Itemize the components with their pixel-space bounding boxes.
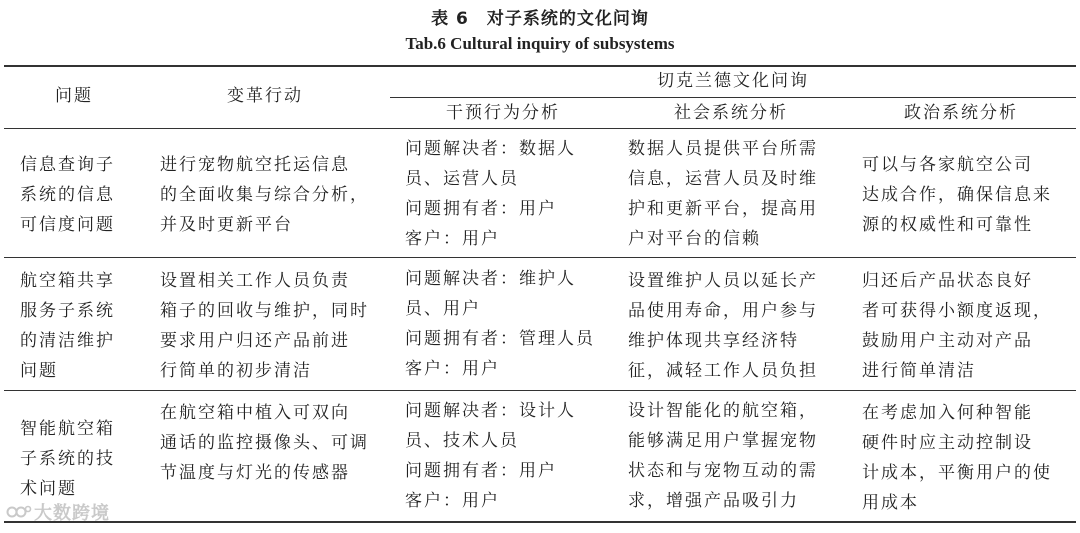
logo-icon [6,502,32,522]
row-2-action-line-1: 设置相关工作人员负责 [160,271,350,291]
row-3-problem-line-2: 子系统的技 [20,449,115,469]
row-2-problem-line-3: 的清洁维护 [20,331,115,351]
row-3-problem-line-1: 智能航空箱 [20,419,115,439]
row-2-social-line-3: 维护体现共享经济特 [628,331,799,351]
row-2-action-line-3: 要求用户归还产品前进 [160,331,350,351]
row-2-political-line-1: 归还后产品状态良好 [862,271,1033,291]
row-3-problem [20,414,115,504]
row-3-political-line-4: 用成本 [862,493,919,513]
row-3-social-line-2: 能够满足用户掌握宠物 [628,431,818,451]
row-3-intervention-line-3: 问题拥有者：用户 [405,461,557,481]
row-2-problem-line-4: 问题 [20,361,58,381]
row-2-action-line-2: 箱子的回收与维护，同时 [160,301,369,321]
row-1-action-line-1: 进行宠物航空托运信息 [160,155,350,175]
row-2-action-line-4: 行简单的初步清洁 [160,361,312,381]
header-cultural-inquiry: 切克兰德文化问询 [657,71,809,91]
watermark-text: 大数跨境 [34,503,110,524]
header-rule [4,128,1076,129]
row-3-action-line-1: 在航空箱中植入可双向 [160,403,350,423]
row-2-political-line-3: 鼓励用户主动对产品 [862,331,1033,351]
row-3-political [862,398,1052,518]
row-1-intervention-line-3: 问题拥有者：用户 [405,199,557,219]
row-1-problem [20,150,115,240]
row-3-social-line-1: 设计智能化的航空箱， [628,401,818,421]
row-3-intervention [405,396,576,516]
row-3-intervention-line-4: 客户：用户 [405,491,500,511]
row-3-social [628,396,818,516]
row-2-action [160,266,369,386]
row-2-problem-line-1: 航空箱共享 [20,271,115,291]
row-1-political-line-2: 达成合作，确保信息来 [862,185,1052,205]
header-action: 变革行动 [227,86,303,106]
row-2-intervention [405,264,595,384]
row-3-action-line-2: 通话的监控摄像头、可调 [160,433,369,453]
row-1-social-line-1: 数据人员提供平台所需 [628,139,818,159]
row-3-political-line-2: 硬件时应主动控制设 [862,433,1033,453]
row-2-social-line-1: 设置维护人员以延长产 [628,271,818,291]
row-2-problem-line-2: 服务子系统 [20,301,115,321]
row-1-intervention-line-1: 问题解决者：数据人 [405,139,576,159]
table-caption-cn: 表 6 对子系统的文化问询 [431,9,649,29]
row-1-action-line-3: 并及时更新平台 [160,215,293,235]
row-2-social-line-2: 品使用寿命，用户参与 [628,301,818,321]
table-caption-en: Tab.6 Cultural inquiry of subsystems [405,34,675,53]
header-intervention: 干预行为分析 [446,103,560,123]
row-3-political-line-3: 计成本，平衡用户的使 [862,463,1052,483]
row-1-problem-line-3: 可信度问题 [20,215,115,235]
row-3-action-line-3: 节温度与灯光的传感器 [160,463,350,483]
row-1-social-line-3: 护和更新平台，提高用 [628,199,818,219]
row-rule-1 [4,257,1076,258]
row-2-problem [20,266,115,386]
row-3-political-line-1: 在考虑加入何种智能 [862,403,1033,423]
row-rule-2 [4,390,1076,391]
row-3-problem-line-3: 术问题 [20,479,77,499]
row-1-political-line-1: 可以与各家航空公司 [862,155,1033,175]
row-2-intervention-line-3: 问题拥有者：管理人员 [405,329,595,349]
row-2-intervention-line-2: 员、用户 [405,299,481,319]
row-1-social-line-4: 户对平台的信赖 [628,229,761,249]
row-2-political-line-4: 进行简单清洁 [862,361,976,381]
row-1-social-line-2: 信息，运营人员及时维 [628,169,818,189]
row-2-social-line-4: 征，减轻工作人员负担 [628,361,818,381]
row-1-action-line-2: 的全面收集与综合分析， [160,185,369,205]
row-3-action [160,398,369,488]
row-2-political [862,266,1052,386]
watermark [6,499,110,525]
row-3-intervention-line-1: 问题解决者：设计人 [405,401,576,421]
header-problem: 问题 [55,86,93,106]
row-3-intervention-line-2: 员、技术人员 [405,431,519,451]
bottom-rule [4,521,1076,523]
row-1-intervention [405,134,576,254]
row-1-political-line-3: 源的权威性和可靠性 [862,215,1033,235]
header-political: 政治系统分析 [904,103,1018,123]
row-1-action [160,150,369,240]
row-3-social-line-4: 求，增强产品吸引力 [628,491,799,511]
row-2-intervention-line-1: 问题解决者：维护人 [405,269,576,289]
header-social: 社会系统分析 [674,103,788,123]
row-2-social [628,266,818,386]
row-1-problem-line-1: 信息查询子 [20,155,115,175]
row-2-political-line-2: 者可获得小额度返现， [862,301,1052,321]
row-1-intervention-line-2: 员、运营人员 [405,169,519,189]
row-1-social [628,134,818,254]
row-3-social-line-3: 状态和与宠物互动的需 [628,461,818,481]
row-1-problem-line-2: 系统的信息 [20,185,115,205]
row-2-intervention-line-4: 客户：用户 [405,359,500,379]
row-1-intervention-line-4: 客户：用户 [405,229,500,249]
row-1-political [862,150,1052,240]
